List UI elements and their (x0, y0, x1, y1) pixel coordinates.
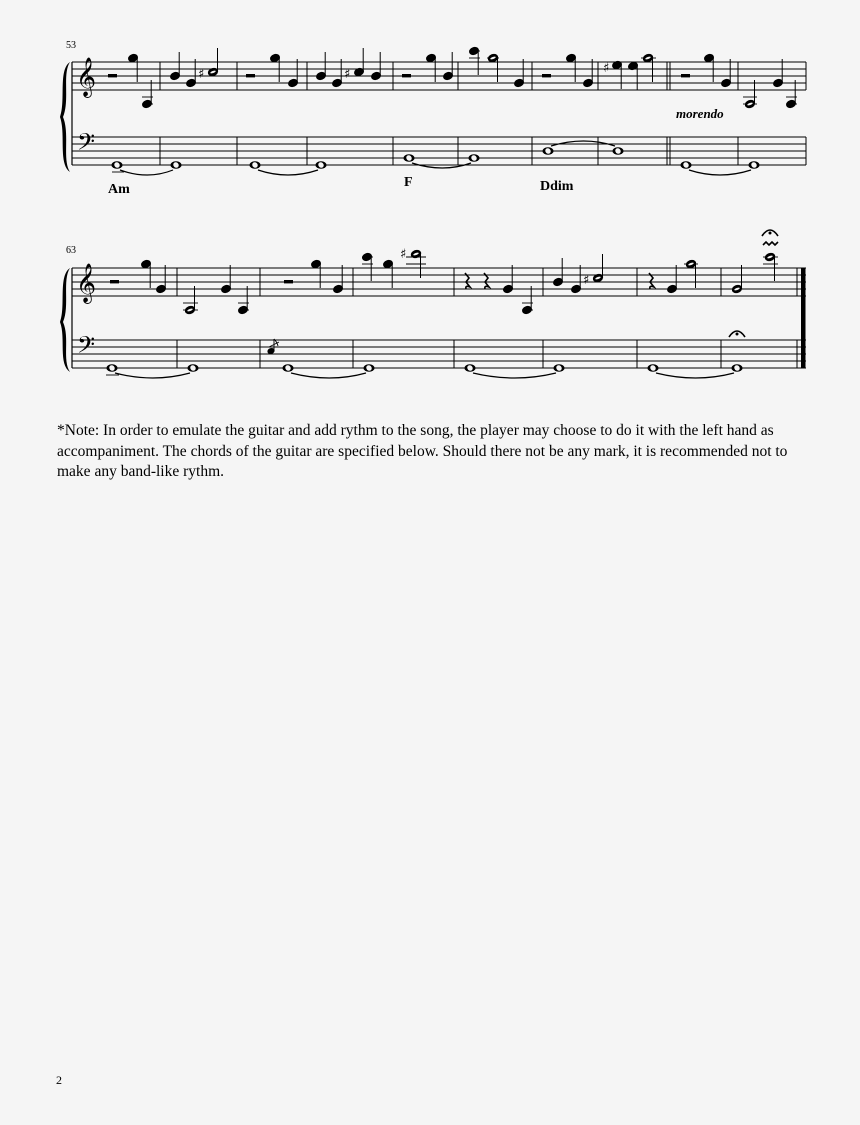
grand-staff-brace (60, 268, 70, 372)
bass-clef-icon: 𝄢 (77, 331, 96, 364)
svg-text:♯: ♯ (583, 273, 590, 288)
svg-text:♯: ♯ (400, 247, 407, 262)
bass-staff (72, 137, 806, 165)
final-barline (801, 268, 806, 368)
treble-notes-system-1 (108, 46, 797, 109)
system-2 (60, 230, 806, 378)
footnote: *Note: In order to emulate the guitar and add rythm to the song, the player may choose to do it with the left hand as accompaniment. The chords of the guitar are specified below. Should there not be any mark, it is recommended not to make any band-like rythm. (57, 422, 788, 480)
music-score (0, 0, 860, 410)
svg-text:♯: ♯ (198, 67, 205, 82)
measure-number-63: 63 (66, 245, 76, 256)
expression-morendo: morendo (676, 106, 724, 121)
bass-clef-icon: 𝄢 (77, 128, 96, 161)
treble-staff (72, 62, 806, 90)
system-1 (60, 40, 806, 197)
treble-clef-icon: 𝄞 (76, 57, 97, 97)
treble-notes-system-2 (110, 230, 778, 315)
measure-number-53: 53 (66, 40, 76, 51)
chord-f: F (404, 175, 413, 190)
grand-staff-brace (60, 62, 70, 172)
svg-text:♯: ♯ (344, 67, 351, 82)
chord-ddim: Ddim (540, 179, 574, 194)
page-number: 2 (56, 1073, 62, 1087)
bass-staff (72, 340, 806, 368)
bass-notes-system-2 (106, 331, 745, 378)
chord-am: Am (108, 182, 130, 197)
treble-clef-icon: 𝄞 (76, 263, 97, 303)
svg-text:♯: ♯ (603, 61, 610, 76)
